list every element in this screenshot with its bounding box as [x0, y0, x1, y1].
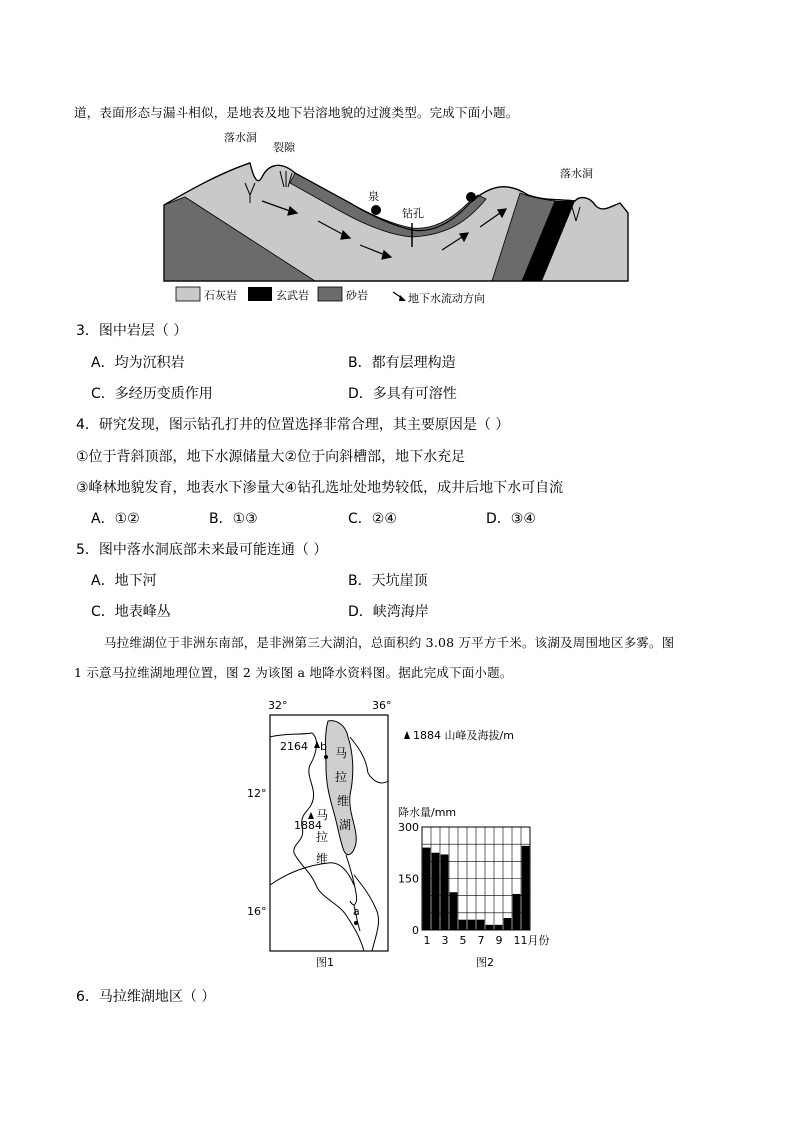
- chart-yticks: [398, 821, 419, 937]
- map-peak-b-elev: 2164: [280, 740, 308, 753]
- q4-option-c[interactable]: C．②④: [348, 511, 397, 527]
- q5-option-d[interactable]: D．峡湾海岸: [348, 604, 429, 620]
- map-lon-right: 36°: [372, 699, 392, 712]
- intro-text-2-line-2: 1 示意马拉维湖地理位置，图 2 为该图 a 地降水资料图。据此完成下面小题。: [74, 665, 513, 680]
- chart-bar-month-11: [513, 894, 521, 930]
- chart-bar-month-8: [486, 925, 494, 930]
- map-peak-b-label: b: [320, 740, 327, 753]
- q4-option-d[interactable]: D．③④: [486, 511, 536, 527]
- chart-ytick-label: 300: [398, 821, 419, 834]
- map-lake-char-4: 湖: [339, 818, 352, 832]
- legend-arrow-icon: [393, 292, 406, 301]
- chart-bar-month-10: [504, 918, 512, 930]
- map-lat-bottom: 16°: [247, 905, 267, 918]
- map-lon-left: 32°: [268, 699, 288, 712]
- legend-label-sandstone: 砂岩: [346, 289, 368, 302]
- point-a-dot: [354, 921, 358, 925]
- label-spring: 泉: [368, 190, 379, 203]
- chart-bar-month-6: [468, 920, 476, 930]
- chart-ytick-label: 0: [412, 924, 419, 937]
- label-drill: 钻孔: [402, 207, 424, 220]
- chart-bar-month-2: [432, 853, 440, 930]
- q4-option-b[interactable]: B．①③: [209, 511, 258, 527]
- legend-swatch-limestone: [176, 287, 200, 301]
- q3-option-b[interactable]: B．都有层理构造: [348, 355, 456, 371]
- chart-xtick-label: 7: [477, 934, 485, 947]
- spring-dot: [466, 192, 476, 202]
- map-legend-label: 1884 山峰及海拔/m: [413, 729, 514, 742]
- legend-label-flow: 地下水流动方向: [408, 292, 485, 305]
- map-lake-char-2: 拉: [335, 770, 348, 784]
- label-sinkhole-left: 落水洞: [224, 131, 257, 144]
- chart-bar-month-9: [495, 925, 503, 930]
- q5-option-a[interactable]: A．地下河: [91, 573, 157, 589]
- chart-xtick-label: 1: [423, 934, 431, 947]
- map-caption: 图1: [316, 956, 334, 969]
- map-lat-top: 12°: [247, 787, 267, 800]
- q4-option-a[interactable]: A．①②: [91, 511, 140, 527]
- chart-xtick-label: 9: [495, 934, 503, 947]
- chart-bar-month-1: [423, 848, 431, 930]
- map-lake-char-3: 维: [337, 794, 350, 808]
- label-crack: 裂隙: [273, 141, 295, 154]
- legend-swatch-basalt: [248, 287, 272, 301]
- precipitation-chart: [392, 800, 562, 972]
- q5-option-c[interactable]: C．地表峰丛: [91, 604, 171, 620]
- q3-option-c[interactable]: C．多经历变质作用: [91, 386, 213, 402]
- q4-statement-line-1: ①位于背斜顶部，地下水源储量大②位于向斜槽部，地下水充足: [76, 449, 466, 465]
- chart-xtick-label: 11月份: [513, 934, 550, 947]
- legend-label-limestone: 石灰岩: [204, 289, 237, 302]
- chart-bar-month-7: [477, 920, 485, 930]
- chart-bar-month-5: [459, 920, 467, 930]
- peak-triangle-icon: [404, 731, 410, 739]
- map-country-char-2: 拉: [316, 830, 329, 844]
- map-point-a-label: a: [353, 905, 360, 918]
- chart-ytick-label: 150: [398, 872, 419, 886]
- q4-stem: 4．研究发现，图示钻孔打井的位置选择非常合理，其主要原因是（ ）: [76, 417, 510, 433]
- chart-xtick-label: 3: [441, 934, 449, 947]
- intro-text-1: 道，表面形态与漏斗相似，是地表及地下岩溶地貌的过渡类型。完成下面小题。: [74, 105, 519, 120]
- q6-stem: 6．马拉维湖地区（ ）: [76, 989, 216, 1005]
- map-country-char-3: 维: [316, 852, 329, 866]
- chart-xticks: [424, 934, 550, 947]
- q4-statement-line-2: ③峰林地貌发育，地表水下渗量大④钻孔选址处地势较低，成井后地下水可自流: [76, 480, 564, 496]
- q5-option-b[interactable]: B．天坑崖顶: [348, 573, 428, 589]
- chart-ylabel: 降水量/mm: [398, 806, 457, 819]
- q3-option-d[interactable]: D．多具有可溶性: [348, 386, 457, 402]
- legend-label-basalt: 玄武岩: [276, 289, 309, 302]
- spring-dot: [371, 205, 381, 215]
- chart-bar-month-4: [450, 892, 458, 930]
- legend-swatch-sandstone: [318, 287, 342, 301]
- chart-bar-month-3: [441, 854, 449, 930]
- q3-option-a[interactable]: A．均为沉积岩: [91, 355, 185, 371]
- map-legend: [402, 724, 542, 744]
- q3-stem: 3．图中岩层（ ）: [76, 323, 188, 339]
- map-lake-char-1: 马: [335, 746, 348, 760]
- map-peak-1884: 1884: [294, 819, 322, 832]
- chart-xtick-label: 5: [459, 934, 467, 947]
- intro-text-2-line-1: 马拉维湖位于非洲东南部，是非洲第三大湖泊，总面积约 3.08 万平方千米。该湖及周围地区多雾。图: [104, 635, 675, 650]
- point-b-dot: [324, 755, 328, 759]
- label-sinkhole-right: 落水洞: [560, 167, 593, 180]
- malawi-map-figure: [247, 695, 400, 970]
- map-country-char-1: 马: [316, 808, 329, 822]
- chart-bar-month-12: [522, 846, 530, 930]
- q5-stem: 5．图中落水洞底部未来最可能连通（ ）: [76, 542, 328, 558]
- chart-caption: 图2: [476, 956, 494, 969]
- karst-cross-section-figure: [150, 125, 650, 310]
